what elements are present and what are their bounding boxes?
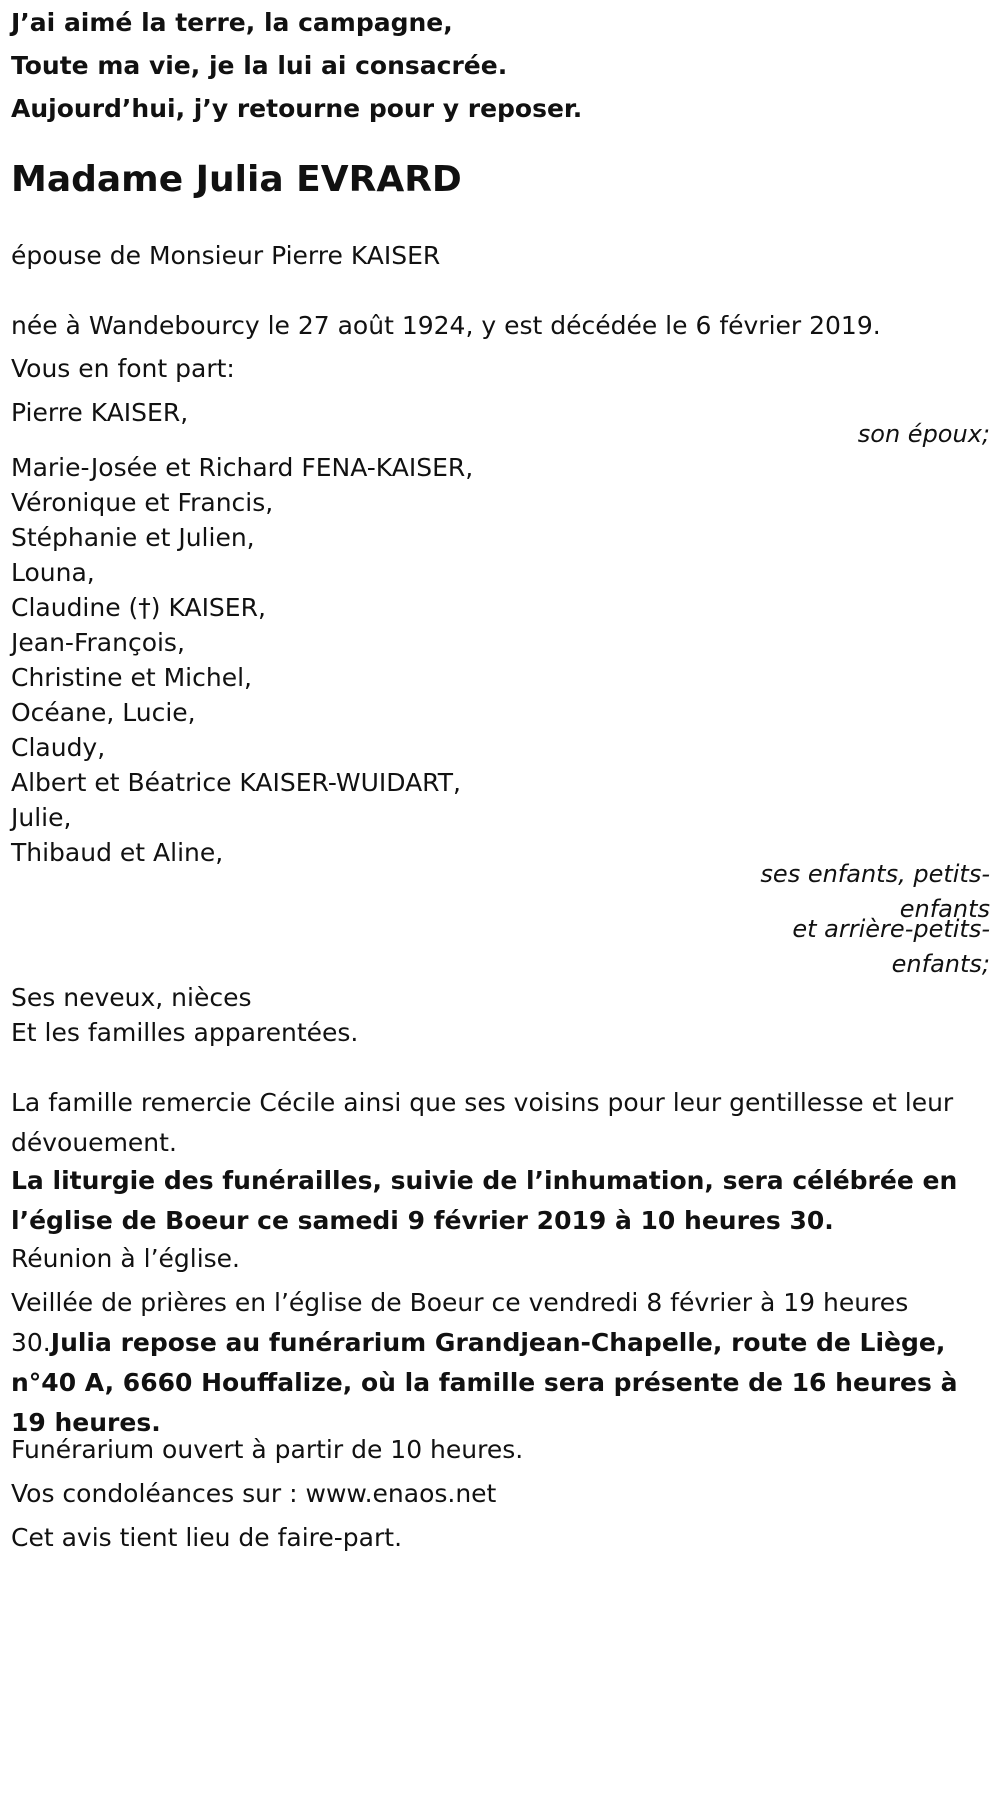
relatives-line-1: Ses neveux, nièces (11, 983, 252, 1012)
children-role-line: enfants; (891, 950, 990, 978)
notice-line: Cet avis tient lieu de faire-part. (11, 1523, 403, 1552)
vigil-text: Veillée de prières en l’église de Boeur ce vendredi 8 février à 19 heures 30. (11, 1288, 909, 1357)
poem-line-1: J’ai aimé la terre, la campagne, (11, 8, 453, 37)
repose-text: Julia repose au funérarium Grandjean-Chapelle, route de Liège, n°40 A, 6660 Houffalize, où la famille sera présente de 16 heures à 19 heures. (11, 1328, 958, 1437)
child-line: Jean-François, (11, 628, 185, 657)
child-line: Claudy, (11, 733, 106, 762)
child-line: Marie-Josée et Richard FENA-KAISER, (11, 453, 474, 482)
poem-line-2: Toute ma vie, je la lui ai consacrée. (11, 51, 508, 80)
opening-hours-line: Funérarium ouvert à partir de 10 heures. (11, 1435, 524, 1464)
deceased-name: Madame Julia EVRARD (11, 159, 462, 200)
child-line: Thibaud et Aline, (11, 838, 224, 867)
child-line: Véronique et Francis, (11, 488, 274, 517)
children-role-line: et arrière-petits- (792, 915, 990, 943)
husband-role: son époux; (857, 420, 990, 448)
child-line: Christine et Michel, (11, 663, 252, 692)
child-line: Claudine (†) KAISER, (11, 593, 266, 622)
children-role-line: ses enfants, petits- (760, 860, 990, 888)
birth-death-line: née à Wandebourcy le 27 août 1924, y est décédée le 6 février 2019. (11, 311, 881, 340)
husband-name: Pierre KAISER, (11, 398, 189, 427)
child-line: Julie, (11, 803, 72, 832)
child-line: Océane, Lucie, (11, 698, 196, 727)
vigil-repose-paragraph (11, 1283, 991, 1443)
relatives-line-2: Et les familles apparentées. (11, 1018, 359, 1047)
child-line: Louna, (11, 558, 95, 587)
child-line: Stéphanie et Julien, (11, 523, 255, 552)
condolences-line: Vos condoléances sur : www.enaos.net (11, 1479, 497, 1508)
announce-line: Vous en font part: (11, 354, 235, 383)
liturgy-paragraph: La liturgie des funérailles, suivie de l’inhumation, sera célébrée en l’église de Boeur ce samedi 9 février 2019 à 10 heures 30. (11, 1166, 958, 1235)
poem-line-3: Aujourd’hui, j’y retourne pour y reposer. (11, 94, 583, 123)
thanks-paragraph: La famille remercie Cécile ainsi que ses voisins pour leur gentillesse et leur dévouement. (11, 1088, 954, 1157)
child-line: Albert et Béatrice KAISER-WUIDART, (11, 768, 461, 797)
meeting-line: Réunion à l’église. (11, 1244, 241, 1273)
children-role-line: enfants (899, 895, 990, 923)
spouse-line: épouse de Monsieur Pierre KAISER (11, 241, 441, 270)
